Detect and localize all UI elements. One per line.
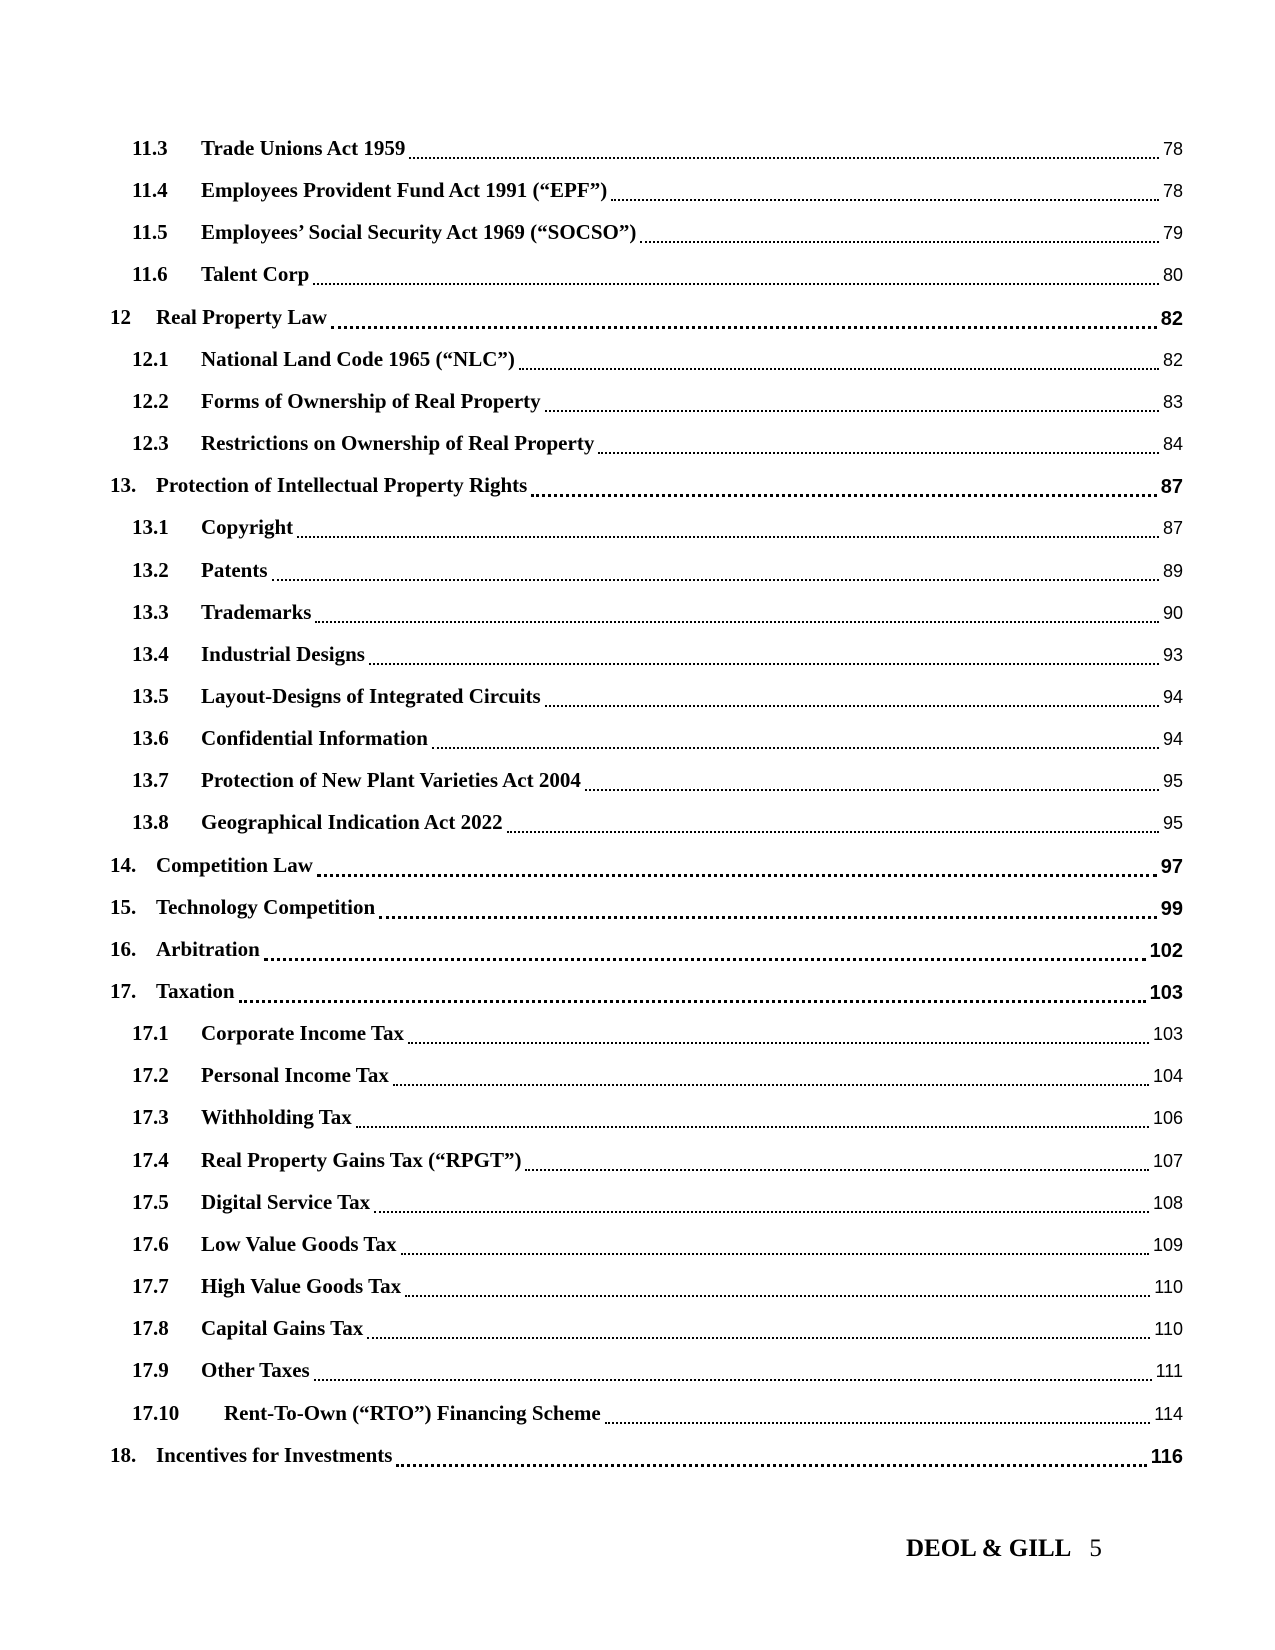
toc-entry-number: 17.7 bbox=[132, 1274, 169, 1299]
toc-entry-number: 16. bbox=[110, 936, 137, 961]
toc-section-entry[interactable] bbox=[0, 433, 1275, 473]
toc-dot-leader bbox=[531, 492, 1156, 497]
toc-page-number: 82 bbox=[1162, 349, 1183, 370]
toc-entry-number: 17.10 bbox=[132, 1400, 180, 1425]
toc-page-number: 102 bbox=[1149, 939, 1183, 962]
toc-page-number: 95 bbox=[1162, 771, 1183, 792]
toc-entry-title: Other Taxes bbox=[201, 1358, 310, 1383]
toc-dot-leader bbox=[525, 1167, 1149, 1171]
toc-chapter-entry[interactable] bbox=[0, 852, 1275, 895]
toc-entry-title: Arbitration bbox=[156, 936, 260, 961]
toc-entry-title: Taxation bbox=[156, 979, 235, 1003]
toc-page-number: 90 bbox=[1162, 602, 1183, 623]
toc-chapter-entry[interactable] bbox=[0, 1442, 1275, 1485]
toc-page-number: 84 bbox=[1162, 434, 1183, 455]
toc-entry-title: Copyright bbox=[201, 515, 294, 540]
toc-page-number: 95 bbox=[1162, 813, 1183, 834]
toc-entry-number: 18. bbox=[110, 1442, 137, 1467]
toc-dot-leader bbox=[239, 998, 1146, 1003]
toc-dot-leader bbox=[314, 1377, 1152, 1381]
toc-entry-title: Incentives for Investments bbox=[156, 1442, 393, 1467]
toc-entry-title: Technology Competition bbox=[156, 894, 376, 919]
toc-page-number: 78 bbox=[1162, 181, 1183, 202]
toc-entry-number: 11.5 bbox=[132, 220, 168, 245]
toc-entry-number: 13.8 bbox=[132, 810, 169, 835]
toc-page-number: 82 bbox=[1160, 307, 1183, 330]
toc-section-entry[interactable] bbox=[0, 264, 1275, 304]
footer-page-number: 5 bbox=[1089, 1535, 1102, 1562]
toc-entry-number: 17.3 bbox=[132, 1105, 169, 1130]
toc-entry-number: 11.3 bbox=[132, 136, 168, 160]
toc-entry-title: Low Value Goods Tax bbox=[201, 1231, 397, 1256]
toc-dot-leader bbox=[432, 745, 1159, 749]
toc-entry-number: 12 bbox=[110, 304, 131, 329]
toc-dot-leader bbox=[393, 1082, 1149, 1086]
toc-entry-number: 17.5 bbox=[132, 1189, 169, 1214]
toc-dot-leader bbox=[408, 1040, 1149, 1044]
toc-page-number: 109 bbox=[1152, 1234, 1183, 1255]
toc-dot-leader bbox=[585, 787, 1159, 791]
toc-entry-title: Patents bbox=[201, 557, 268, 582]
toc-entry-title: Employees Provident Fund Act 1991 (“EPF”) bbox=[201, 178, 608, 203]
toc-section-entry[interactable] bbox=[0, 346, 1275, 389]
toc-section-entry[interactable] bbox=[0, 1276, 1275, 1316]
toc-page-number: 107 bbox=[1152, 1150, 1183, 1171]
toc-page-number: 93 bbox=[1162, 644, 1183, 665]
toc-entry-title: National Land Code 1965 (“NLC”) bbox=[201, 346, 515, 371]
toc-entry-number: 12.3 bbox=[132, 431, 169, 456]
toc-entry-title: Geographical Indication Act 2022 bbox=[201, 810, 503, 835]
toc-dot-leader bbox=[611, 197, 1159, 201]
toc-page-number: 103 bbox=[1152, 1024, 1183, 1045]
toc-page-number: 103 bbox=[1149, 982, 1183, 1004]
toc-entry-title: Trademarks bbox=[201, 599, 312, 624]
toc-page-number: 89 bbox=[1162, 560, 1183, 581]
toc-entry-number: 17.1 bbox=[132, 1021, 169, 1046]
toc-entry-number: 13.1 bbox=[132, 515, 169, 540]
toc-page-number: 116 bbox=[1150, 1445, 1183, 1468]
toc-dot-leader bbox=[369, 661, 1159, 665]
toc-page-number: 87 bbox=[1160, 476, 1183, 499]
toc-page-number: 106 bbox=[1152, 1108, 1183, 1129]
toc-dot-leader bbox=[331, 324, 1157, 329]
toc-section-entry[interactable] bbox=[0, 1147, 1275, 1190]
toc-entry-number: 13.4 bbox=[132, 641, 169, 666]
toc-entry-title: Rent-To-Own (“RTO”) Financing Scheme bbox=[224, 1400, 601, 1425]
toc-entry-number: 17.9 bbox=[132, 1358, 169, 1383]
toc-entry-number: 17.4 bbox=[132, 1147, 169, 1172]
toc-page-number: 97 bbox=[1160, 855, 1183, 878]
toc-section-entry[interactable] bbox=[0, 1065, 1275, 1105]
toc-section-entry[interactable] bbox=[0, 138, 1275, 178]
toc-dot-leader bbox=[519, 366, 1159, 370]
toc-section-entry[interactable] bbox=[0, 728, 1275, 768]
toc-page-number: 99 bbox=[1160, 897, 1183, 920]
toc-entry-title: Employees’ Social Security Act 1969 (“SOCSO”) bbox=[201, 220, 637, 245]
toc-entry-title: Personal Income Tax bbox=[201, 1063, 389, 1088]
toc-section-entry[interactable] bbox=[0, 812, 1275, 852]
toc-entry-number: 11.4 bbox=[132, 178, 168, 203]
toc-entry-number: 14. bbox=[110, 852, 137, 877]
toc-dot-leader bbox=[598, 450, 1159, 454]
toc-page-number: 104 bbox=[1152, 1066, 1183, 1087]
toc-entry-title: Real Property Law bbox=[156, 304, 328, 329]
toc-section-entry[interactable] bbox=[0, 683, 1275, 726]
toc-dot-leader bbox=[272, 577, 1159, 581]
toc-section-entry[interactable] bbox=[0, 517, 1275, 557]
toc-entry-number: 13.5 bbox=[132, 683, 169, 708]
toc-entry-number: 13.7 bbox=[132, 768, 169, 793]
toc-chapter-entry[interactable] bbox=[0, 304, 1275, 347]
toc-entry-number: 12.1 bbox=[132, 346, 169, 371]
toc-section-entry[interactable] bbox=[0, 1318, 1275, 1358]
toc-section-entry[interactable] bbox=[0, 388, 1275, 431]
toc-section-entry[interactable] bbox=[0, 770, 1275, 810]
toc-entry-number: 12.2 bbox=[132, 388, 169, 413]
toc-entry-title: Trade Unions Act 1959 bbox=[201, 136, 406, 160]
toc-page-number: 87 bbox=[1162, 518, 1183, 539]
toc-page-number: 110 bbox=[1154, 1277, 1183, 1298]
toc-entry-number: 13.6 bbox=[132, 726, 169, 751]
toc-section-entry[interactable] bbox=[0, 1107, 1275, 1147]
toc-entry-title: Competition Law bbox=[156, 852, 313, 877]
toc-entry-title: Layout-Designs of Integrated Circuits bbox=[201, 683, 541, 708]
toc-dot-leader bbox=[405, 1293, 1150, 1297]
toc-dot-leader bbox=[313, 281, 1159, 285]
toc-entry-number: 13. bbox=[110, 473, 137, 498]
footer-firm-name: DEOL & GILL bbox=[906, 1535, 1072, 1562]
toc-section-entry[interactable] bbox=[0, 1231, 1275, 1274]
toc-section-entry[interactable] bbox=[0, 222, 1275, 262]
toc-section-entry[interactable] bbox=[0, 1360, 1275, 1400]
toc-entry-title: Corporate Income Tax bbox=[201, 1021, 404, 1046]
toc-entry-title: Confidential Information bbox=[201, 726, 428, 751]
toc-page-number: 111 bbox=[1155, 1361, 1183, 1382]
toc-entry-number: 13.2 bbox=[132, 557, 169, 582]
toc-dot-leader bbox=[356, 1124, 1149, 1128]
toc-section-entry[interactable] bbox=[0, 180, 1275, 220]
toc-dot-leader bbox=[605, 1420, 1151, 1424]
toc-dot-leader bbox=[297, 534, 1159, 538]
toc-page-number: 114 bbox=[1154, 1403, 1183, 1424]
toc-entry-title: Withholding Tax bbox=[201, 1105, 352, 1130]
toc-page-number: 83 bbox=[1162, 391, 1183, 412]
toc-dot-leader bbox=[315, 619, 1159, 623]
toc-entry-number: 15. bbox=[110, 894, 137, 919]
toc-dot-leader bbox=[264, 956, 1146, 961]
toc-entry-number: 17.6 bbox=[132, 1231, 169, 1256]
toc-dot-leader bbox=[507, 829, 1159, 833]
toc-chapter-entry[interactable] bbox=[0, 936, 1275, 979]
toc-dot-leader bbox=[379, 914, 1157, 919]
toc-entry-title: Protection of Intellectual Property Rights bbox=[156, 473, 528, 498]
toc-chapter-entry[interactable] bbox=[0, 894, 1275, 937]
toc-section-entry[interactable] bbox=[0, 1189, 1275, 1232]
toc-entry-title: Capital Gains Tax bbox=[201, 1316, 364, 1341]
toc-entry-number: 17.2 bbox=[132, 1063, 169, 1088]
toc-page-number: 80 bbox=[1162, 265, 1183, 286]
toc-page-number: 108 bbox=[1152, 1192, 1183, 1213]
toc-entry-number: 11.6 bbox=[132, 262, 168, 287]
toc-dot-leader bbox=[317, 872, 1157, 877]
toc-chapter-entry[interactable] bbox=[0, 475, 1275, 515]
toc-page-number: 78 bbox=[1162, 139, 1183, 159]
toc-entry-title: Protection of New Plant Varieties Act 2004 bbox=[201, 768, 581, 793]
toc-section-entry[interactable] bbox=[0, 1023, 1275, 1063]
toc-page-number: 94 bbox=[1162, 729, 1183, 750]
toc-entry-title: Industrial Designs bbox=[201, 641, 365, 666]
toc-page-number: 79 bbox=[1162, 223, 1183, 244]
toc-dot-leader bbox=[545, 703, 1159, 707]
toc-entry-title: Real Property Gains Tax (“RPGT”) bbox=[201, 1147, 522, 1172]
toc-chapter-entry[interactable] bbox=[0, 981, 1275, 1021]
toc-dot-leader bbox=[401, 1251, 1149, 1255]
page-footer bbox=[906, 1536, 1102, 1561]
toc-page-number: 110 bbox=[1154, 1319, 1183, 1340]
toc-section-entry[interactable] bbox=[0, 1400, 1275, 1443]
toc-section-entry[interactable] bbox=[0, 641, 1275, 684]
toc-entry-title: Restrictions on Ownership of Real Property bbox=[201, 431, 595, 456]
toc-dot-leader bbox=[374, 1209, 1149, 1213]
toc-dot-leader bbox=[545, 408, 1159, 412]
toc-entry-number: 17.8 bbox=[132, 1316, 169, 1341]
toc-entry-number: 13.3 bbox=[132, 599, 169, 624]
toc-section-entry[interactable] bbox=[0, 557, 1275, 600]
toc-entry-title: High Value Goods Tax bbox=[201, 1274, 402, 1299]
toc-section-entry[interactable] bbox=[0, 599, 1275, 642]
toc-entry-title: Forms of Ownership of Real Property bbox=[201, 388, 541, 413]
toc-entry-title: Digital Service Tax bbox=[201, 1189, 371, 1214]
toc-entry-number: 17. bbox=[110, 979, 137, 1003]
toc-dot-leader bbox=[367, 1335, 1150, 1339]
toc-page-number: 94 bbox=[1162, 686, 1183, 707]
toc-entry-title: Talent Corp bbox=[201, 262, 310, 287]
toc-dot-leader bbox=[640, 239, 1159, 243]
toc-dot-leader bbox=[396, 1462, 1146, 1467]
toc-dot-leader bbox=[409, 155, 1159, 159]
